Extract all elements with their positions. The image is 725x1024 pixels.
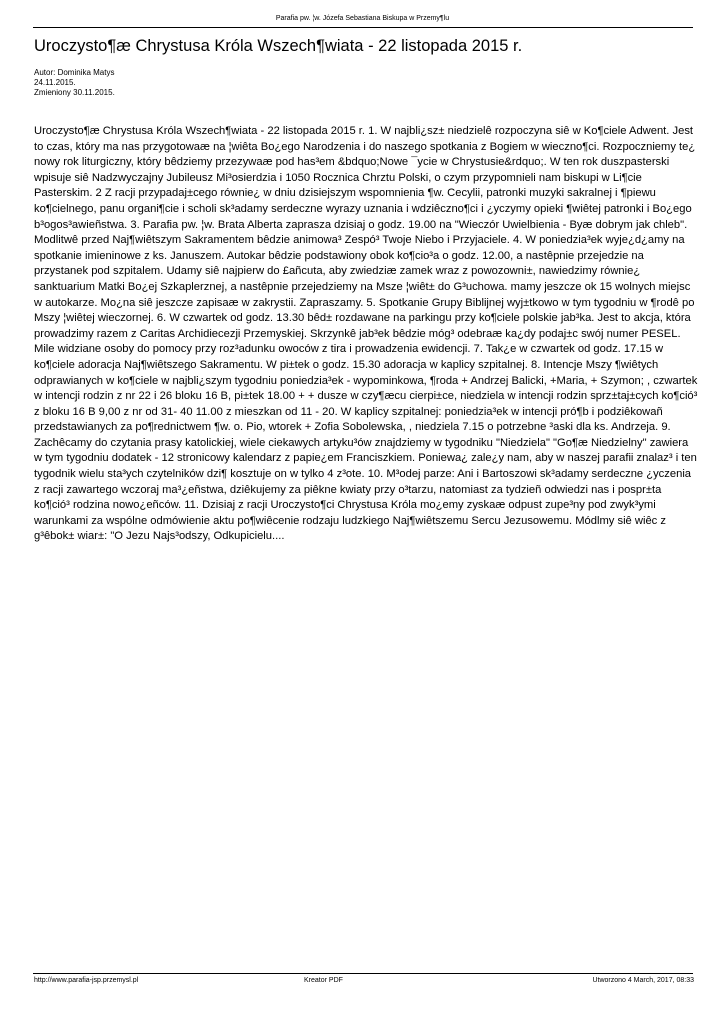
article-meta (34, 68, 115, 98)
footer-created-date: Utworzono 4 March, 2017, 08:33 (592, 977, 694, 984)
footer-divider (33, 973, 693, 974)
article-author: Autor: Dominika Matys (34, 68, 115, 77)
article-date: 24.11.2015. (34, 78, 76, 87)
footer-url-link[interactable]: http://www.parafia-jsp.przemysl.pl (34, 977, 139, 984)
site-name: Parafia pw. ¦w. Józefa Sebastiana Biskupa w Przemy¶lu (275, 15, 450, 22)
page-header (0, 14, 725, 23)
article-title: Uroczysto¶æ Chrystusa Króla Wszech¶wiata - 22 listopada 2015 r. (34, 37, 523, 55)
header-divider (33, 27, 693, 28)
article-modified: Zmieniony 30.11.2015. (34, 88, 115, 97)
article-body: Uroczysto¶æ Chrystusa Króla Wszech¶wiata - 22 listopada 2015 r. 1. W najbli¿sz± niedzielê rozpoczyna siê w Ko¶ciele Adwent. Jest to czas, który ma nas przygotowaæ na ¦wiêta Bo¿ego Narodzenia i do naszego spotkania z Bogiem w wieczno¶ci. Rozpoczniemy te¿ nowy rok liturgiczny, który bêdziemy przezywaæ pod has³em &bdquo;Nowe ¯ycie w Chrystusie&rdquo;. W ten rok duszpasterski wpisuje siê Nadzwyczajny Jubileusz Mi³osierdzia i 1050 Rocznica Chrztu Polski, o czym przypomnieli nam biskupi w Li¶cie Pasterskim. 2 Z racji przypadaj±cego równie¿ w dniu dzisiejszym wspomnienia ¶w. Cecylii, patronki muzyki sakralnej i ¶piewu ko¶cielnego, panu organi¶cie i scholi sk³adamy serdeczne wyrazy uznania i wdziêczno¶ci i ¿yczymy opieki ¶wiêtej patronki i Bo¿ego b³ogos³awieñstwa. 3. Parafia pw. ¦w. Brata Alberta zaprasza dzisiaj o godz. 19.00 na "Wieczór Uwielbienia - Byæ dobrym jak chleb". Modlitwê przed Naj¶wiêtszym Sakramentem bêdzie animowa³ Zespó³ Twoje Niebo i Przyjaciele. 4. W poniedzia³ek wyje¿d¿amy na spotkanie imieninowe z ks. Januszem. Autokar bêdzie podstawiony obok ko¶cio³a o godz. 12.00, a nastêpnie przejedzie na przystanek pod szpitalem. Udamy siê najpierw do £añcuta, aby zwiedziæ zamek wraz z powozowni±, nawiedzimy równie¿ sanktuarium Matki Bo¿ej Szkaplerznej, a nastêpnie przejedziemy na Msze ¦wiêt± do G³uchowa. mamy jeszcze ok 15 wolnych miejsc w autokarze. Mo¿na siê jeszcze zapisaæ w zakrystii. Zapraszamy. 5. Spotkanie Grupy Biblijnej wyj±tkowo w tym tygodniu w ¶rodê po Mszy ¦wiêtej wieczornej. 6. W czwartek od godz. 13.30 bêd± rozdawane na parkingu przy ko¶ciele polskie jab³ka. Jest to akcja, która prowadzimy razem z Caritas Archidiecezji Przemyskiej. Skrzynkê jab³ek bêdzie móg³ odebraæ ka¿dy podaj±c swój numer PESEL. Mile widziane osoby do pomocy przy roz³adunku owoców z tira i prowadzenia ewidencji. 7. Tak¿e w czwartek od godz. 17.15 w ko¶ciele adoracja Naj¶wiêtszego Sakramentu. W pi±tek o godz. 15.30 adoracja w kaplicy szpitalnej. 8. Intencje Mszy ¶wiêtych odprawianych w ko¶ciele w najbli¿szym tygodniu poniedzia³ek - wypominkowa, ¶roda + Andrzej Balicki, +Maria, + Szymon; , czwartek w intencji rodzin z nr 22 i 26 bloku 16 B, pi±tek 18.00 + + dusze w czy¶æcu cierpi±ce, niedziela w intencji rodzin sprz±taj±cych ko¶ció³ z bloku 16 B 9,00 z nr od 31- 40 11.00 z mieszkan od 11 - 20. W kaplicy szpitalnej: poniedzia³ek w intencji pró¶b i podziêkowañ przedstawianych za po¶rednictwem ¶w. o. Pio, wtorek + Zofia Sobolewska, , niedziela 7.15 o potrzebne ³aski dla ks. Andrzeja. 9. Zachêcamy do czytania prasy katolickiej, wiele ciekawych artyku³ów znajdziemy w tygodniku "Niedziela" "Go¶æ Niedzielny" zawiera w tym tygodniu dodatek - 12 stronicowy kalendarz z papie¿em Franciszkiem. Poniewa¿ zale¿y nam, aby w naszej parafii znalaz³ i ten tygodnik wielu sta³ych czytelników dzi¶ kosztuje on w tylko 4 z³ote. 10. M³odej parze: Ani i Bartoszowi sk³adamy serdeczne ¿yczenia z racji zawartego wczoraj ma³¿eñstwa, dziêkujemy za piêkne kwiaty przy o³tarzu, natomiast za tydzieñ odwiedzi nas i pospr±ta ko¶ció³ rodzina nowo¿eñców. 11. Dzisiaj z racji Uroczysto¶ci Chrystusa Króla mo¿emy zyskaæ odpust zupe³ny pod zwyk³ymi warunkami za wspólne odmówienie aktu po¶wiêcenie rodzaju ludzkiego Naj¶wiêtszemu Sercu Jezusowemu. Módlmy siê wiêc z g³êbok± wiar±: "O Jezu Najs³odszy, Odkupicielu.... (34, 125, 698, 543)
footer-generator: Kreator PDF (304, 977, 343, 984)
page-footer (34, 976, 694, 986)
